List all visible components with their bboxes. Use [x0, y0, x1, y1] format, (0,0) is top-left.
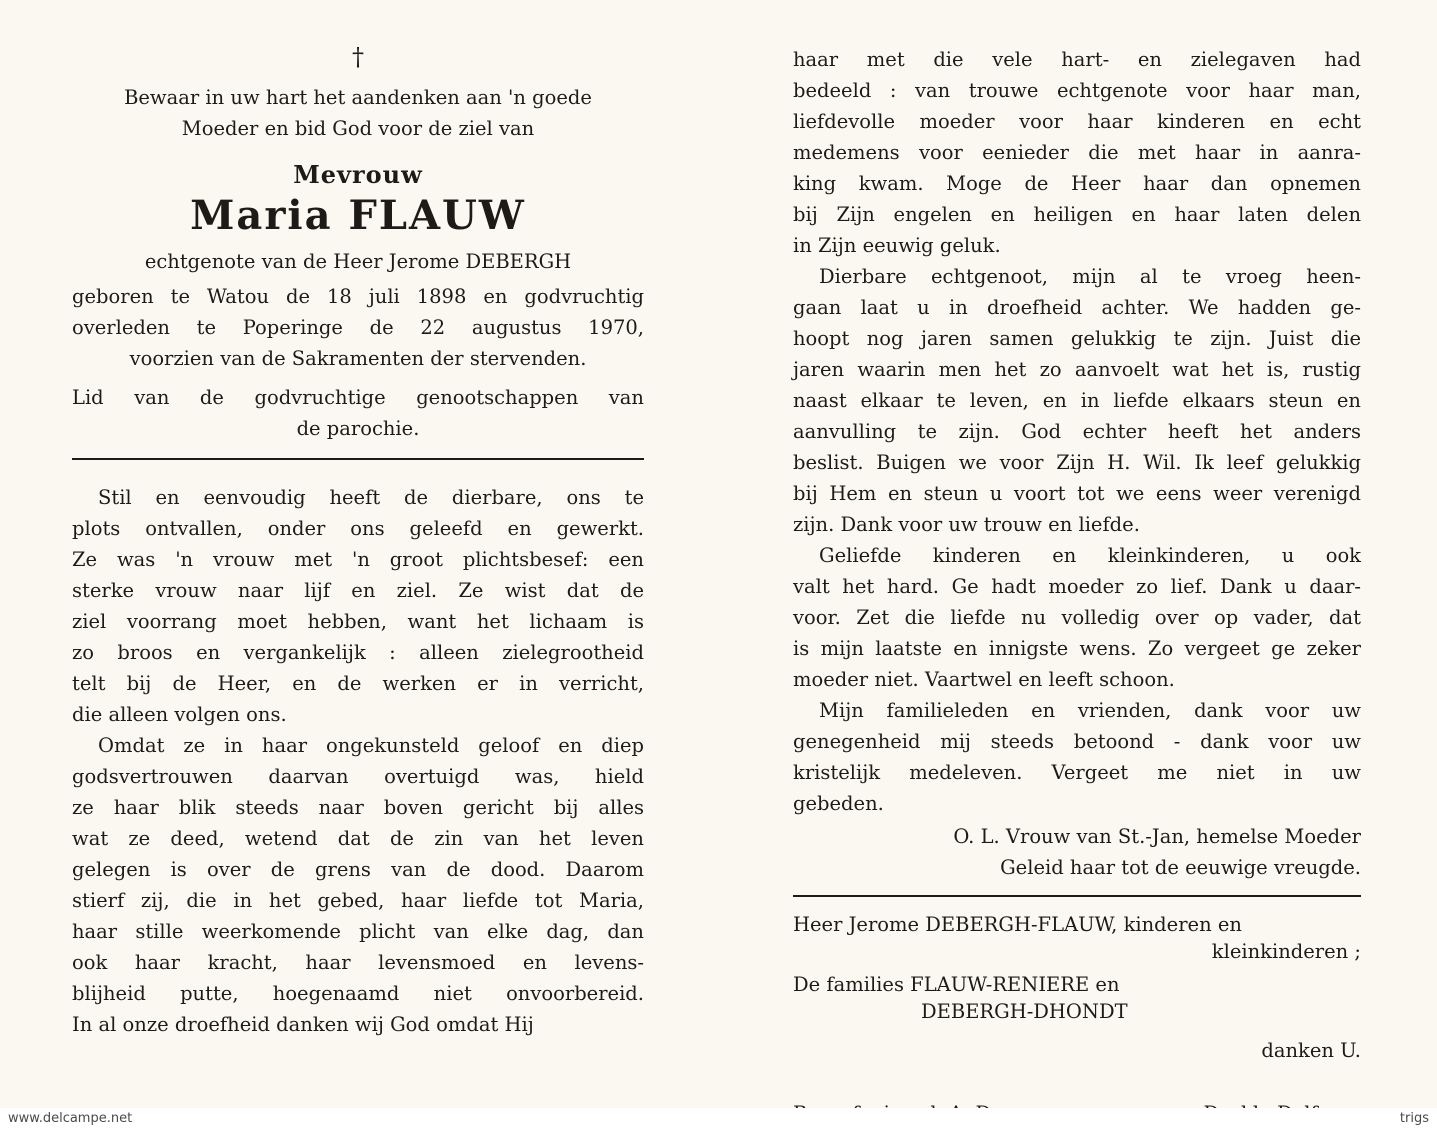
- right-column: [793, 44, 1361, 1127]
- text-line: Geliefde kinderen en kleinkinderen, u ook: [819, 544, 1361, 567]
- text-line: ziel voorrang moet hebben, want het lichaam is: [72, 610, 644, 633]
- text-line: in Zijn eeuwig geluk.: [793, 234, 1001, 257]
- text-line: jaren waarin men het zo aanvoelt wat het is, rustig: [793, 358, 1361, 381]
- text-line: die alleen volgen ons.: [72, 703, 287, 726]
- text-line: wat ze deed, wetend dat de zin van het leven: [72, 827, 644, 850]
- birth-line: overleden te Poperinge de 22 augustus 1970,: [72, 316, 644, 339]
- text-line: hoopt nog jaren samen gelukkig te zijn. Juist die: [793, 327, 1361, 350]
- signature-line: DEBERGH-DHONDT: [921, 1000, 1128, 1023]
- signature-line: kleinkinderen ;: [1211, 940, 1361, 963]
- text-line: gelegen is over de grens van de dood. Daarom: [72, 858, 644, 881]
- text-line: Mijn familieleden en vrienden, dank voor uw: [819, 699, 1361, 722]
- text-line: gaan laat u in droefheid achter. We hadden ge-: [793, 296, 1361, 319]
- spouse-line: echtgenote van de Heer Jerome DEBERGH: [144, 250, 572, 273]
- text-line: genegenheid mij steeds betoond - dank voor uw: [793, 730, 1361, 753]
- text-line: zo broos en vergankelijk : alleen zielegrootheid: [72, 641, 644, 664]
- signature-line: Heer Jerome DEBERGH-FLAUW, kinderen en: [793, 913, 1242, 936]
- text-line: moeder niet. Vaartwel en leeft schoon.: [793, 668, 1175, 691]
- text-line: haar stille weerkomende plicht van elke dag, dan: [72, 920, 644, 943]
- text-line: godsvertrouwen daarvan overtuigd was, hield: [72, 765, 644, 788]
- text-line: telt bij de Heer, en de werken er in verricht,: [72, 672, 644, 695]
- text-line: valt het hard. Ge hadt moeder zo lief. Dank u daar-: [793, 575, 1361, 598]
- text-line: bij Zijn engelen en heiligen en haar laten delen: [793, 203, 1361, 226]
- birth-line: voorzien van de Sakramenten der stervenden.: [129, 347, 587, 370]
- text-line: In al onze droefheid danken wij God omdat Hij: [72, 1013, 534, 1036]
- member-line: Lid van de godvruchtige genootschappen van: [72, 386, 644, 409]
- member-line: de parochie.: [296, 417, 420, 440]
- text-line: blijheid putte, hoegenaamd niet onvoorbereid.: [72, 982, 644, 1005]
- text-line: Ze was 'n vrouw met 'n groot plichtsbesef: een: [72, 548, 644, 571]
- text-line: Omdat ze in haar ongekunsteld geloof en diep: [98, 734, 644, 757]
- text-line: voor. Zet die liefde nu volledig over op vader, dat: [793, 606, 1361, 629]
- text-line: Stil en eenvoudig heeft de dierbare, ons te: [98, 486, 644, 509]
- text-line: plots ontvallen, onder ons geleefd en gewerkt.: [72, 517, 644, 540]
- text-line: kristelijk medeleven. Vergeet me niet in uw: [793, 761, 1361, 784]
- watermark-bar: [0, 1108, 1437, 1131]
- text-line: naast elkaar te leven, en in liefde elkaars steun en: [793, 389, 1361, 412]
- text-line: gebeden.: [793, 792, 884, 815]
- left-text: [72, 482, 644, 1040]
- deceased-name: Maria FLAUW: [190, 192, 526, 239]
- text-line: liefdevolle moeder voor haar kinderen en echt: [793, 110, 1361, 133]
- text-line: is mijn laatste en innigste wens. Zo vergeet ge zeker: [793, 637, 1361, 660]
- text-line: bij Hem en steun u voort tot we eens weer verenigd: [793, 482, 1361, 505]
- cross-icon: †: [352, 43, 364, 71]
- text-line: ook haar kracht, haar levensmoed en levens-: [72, 951, 644, 974]
- birth-line: geboren te Watou de 18 juli 1898 en godvruchtig: [72, 285, 644, 308]
- divider: [793, 895, 1361, 897]
- intro-line: Bewaar in uw hart het aandenken aan 'n goede: [124, 86, 592, 109]
- text-line: king kwam. Moge de Heer haar dan opnemen: [793, 172, 1361, 195]
- text-line: aanvulling te zijn. God echter heeft het anders: [793, 420, 1361, 443]
- signature-line: De families FLAUW-RENIERE en: [793, 973, 1120, 996]
- right-text: [793, 44, 1361, 819]
- signature-line: danken U.: [1261, 1039, 1361, 1062]
- watermark-right: trigs: [1399, 1111, 1429, 1126]
- text-line: beslist. Buigen we voor Zijn H. Wil. Ik leef gelukkig: [793, 451, 1361, 474]
- text-line: bedeeld : van trouwe echtgenote voor haar man,: [793, 79, 1361, 102]
- prayer-line: Geleid haar tot de eeuwige vreugde.: [1000, 856, 1361, 879]
- left-column: [72, 42, 644, 1040]
- text-line: Dierbare echtgenoot, mijn al te vroeg heen-: [819, 265, 1361, 288]
- intro-line: Moeder en bid God voor de ziel van: [181, 117, 535, 140]
- title: Mevrouw: [293, 160, 423, 189]
- watermark-left: www.delcampe.net: [8, 1111, 133, 1126]
- prayer-line: O. L. Vrouw van St.-Jan, hemelse Moeder: [953, 825, 1361, 848]
- text-line: stierf zij, die in het gebed, haar liefde tot Maria,: [72, 889, 644, 912]
- text-line: sterke vrouw naar lijf en ziel. Ze wist dat de: [72, 579, 644, 602]
- text-line: zijn. Dank voor uw trouw en liefde.: [793, 513, 1140, 536]
- divider: [72, 458, 644, 460]
- text-line: haar met die vele hart- en zielegaven had: [793, 48, 1361, 71]
- text-line: medemens voor eenieder die met haar in aanra-: [793, 141, 1361, 164]
- text-line: ze haar blik steeds naar boven gericht bij alles: [72, 796, 644, 819]
